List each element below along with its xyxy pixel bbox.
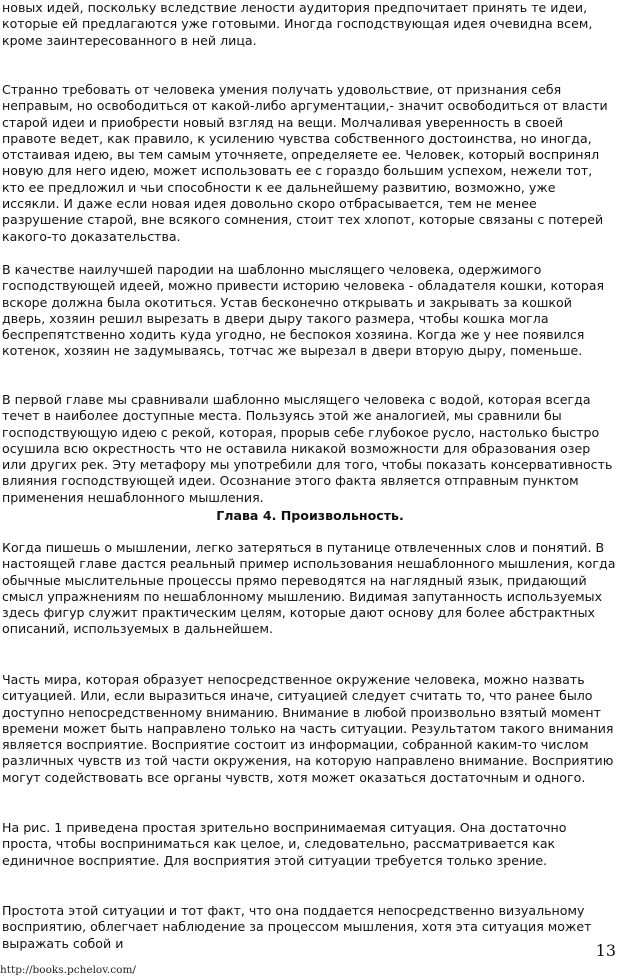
paragraph-6: Часть мира, которая образует непосредственное окружение человека, можно назвать ситуацией. Или, если выразиться иначе, ситуацией следует считать то, что ранее было доступно непосредственному вниманию. Внимание в любой произвольно взятый момент времени может быть направлено только на часть ситуации. Результатом такого внимания является восприятие. Восприятие состоит из информации, собранной каким-то числом различных чувств из той части окружения, на которую направлено внимание. Восприятию могут содействовать все органы чувств, хотя может оказаться достаточным и одного. [2,672,614,785]
paragraph-8: Простота этой ситуации и тот факт, что она поддается непосредственно визуальному восприятию, облегчает наблюдение за процессом мышления, хотя эта ситуация может выражать собой и [2,903,592,951]
paragraph-4: В первой главе мы сравнивали шаблонно мыслящего человека с водой, которая всегда течет в наиболее доступные места. Пользуясь этой же аналогией, мы сравнили бы господствующую идею с рекой, которая, прорыв себе глубокое русло, настолько быстро осушила всю окрестность что не оставила никакой возможности для образования озер или других рек. Эту метафору мы употребили для того, чтобы показать консервативность влияния господствующей идеи. Осознание этого факта является отправным пунктом применения нешаблонного мышления. [2,392,613,505]
paragraph-7: На рис. 1 приведена простая зрительно воспринимаемая ситуация. Она достаточно проста, чтобы восприниматься как целое, и, следовательно, рассматривается как единичное восприятие. Для восприятия этой ситуации требуется только зрение. [2,820,567,868]
paragraph-2: Странно требовать от человека умения получать удовольствие, от признания себя неправым, но освободиться от какой-либо аргументации,- значит освободиться от власти старой идеи и приобрести новый взгляд на вещи. Молчаливая уверенность в своей правоте ведет, как правило, к усилению чувства собственного достоинства, но иногда, отстаивая идею, вы тем самым уточняете, определяете ее. Человек, который воспринял новую для него идею, может использовать ее с гораздо большим успехом, нежели тот, кто ее предложил и чьи способности к ее дальнейшему развитию, возможно, уже иссякли. И даже если новая идея довольно скоро отбрасывается, тем не менее разрушение старой, вне всякого сомнения, стоит тех хлопот, которые связаны с потерей какого-то доказательства. [2,82,608,244]
footer-url[interactable]: http://books.pchelov.com/ [0,964,136,976]
paragraph-3: В качестве наилучшей пародии на шаблонно мыслящего человека, одержимого господствующей идеей, можно привести историю человека - обладателя кошки, которая вскоре должна была окотиться. Устав бесконечно открывать и закрывать за кошкой дверь, хозяин решил вырезать в двери дыру такого размера, чтобы кошка могла беспрепятственно ходить куда угодно, не беспокоя хозяина. Когда же у нее появился котенок, хозяин не задумываясь, тотчас же вырезал в двери вторую дыру, поменьше. [2,262,605,359]
chapter-heading: Глава 4. Произвольность. [216,508,404,523]
paragraph-5: Когда пишешь о мышлении, легко затеряться в путанице отвлеченных слов и понятий. В настоящей главе дастся реальный пример использования нешаблонного мышления, когда обычные мыслительные процессы прямо переводятся на наглядный язык, придающий смысл упражнениям по нешаблонному мышлению. Видимая запутанность используемых здесь фигур служит практическим целям, которые дают основу для более абстрактных описаний, используемых в дальнейшем. [2,540,616,637]
page-number: 13 [595,941,616,960]
paragraph-1: новых идей, поскольку вследствие лености аудитория предпочитает принять те идеи, которые ей предлагаются уже готовыми. Иногда господствующая идея очевидна всем, кроме заинтересованного в ней лица. [2,0,593,48]
